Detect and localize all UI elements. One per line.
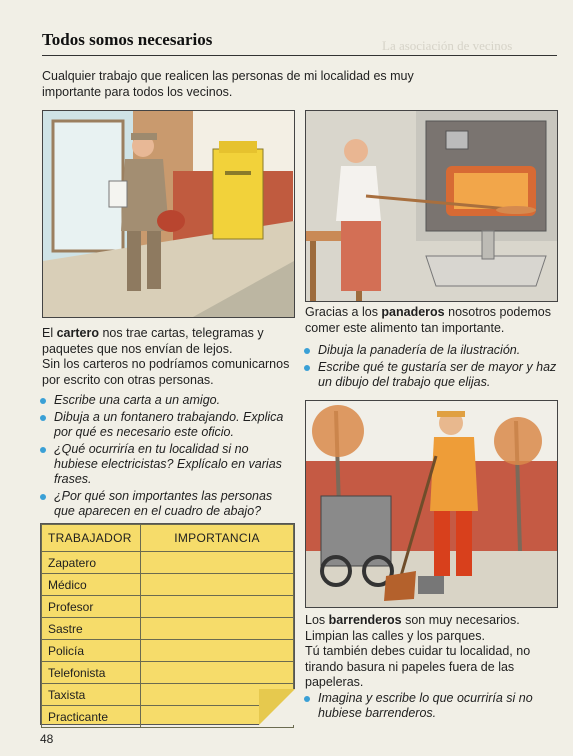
activities-panadero-list xyxy=(302,343,562,392)
importance-cell[interactable] xyxy=(141,618,294,640)
list-item xyxy=(302,343,562,358)
intro-text: Cualquier trabajo que realicen las personas de mi localidad es muy importante para todos los vecinos. xyxy=(42,69,414,99)
importance-cell[interactable] xyxy=(141,640,294,662)
cartero-text xyxy=(42,326,297,388)
page-title: Todos somos necesarios xyxy=(42,30,213,49)
list-item xyxy=(302,360,562,390)
column-header-importancia: IMPORTANCIA xyxy=(141,525,294,552)
page-number: 48 xyxy=(40,732,54,746)
table-header-row xyxy=(42,525,294,552)
bullet-icon xyxy=(304,696,310,702)
worker-table xyxy=(41,524,294,728)
activity-text: Escribe qué te gustaría ser de mayor y haz un dibujo del trabajo que elijas. xyxy=(318,360,557,389)
cartero-text-post: nos trae cartas, telegramas y paquetes que nos envían de lejos. xyxy=(42,326,264,356)
barrendero-text-pre: Los xyxy=(305,613,329,627)
worker-cell: Sastre xyxy=(42,618,141,640)
title-rule xyxy=(42,55,557,56)
barrendero-text-line3: Tú también debes cuidar tu localidad, no tirando basura ni papeles fuera de las papeleras. xyxy=(305,644,531,689)
worker-cell: Practicante xyxy=(42,706,141,728)
worker-table-card xyxy=(40,523,295,725)
worker-cell: Telefonista xyxy=(42,662,141,684)
table-row xyxy=(42,596,294,618)
activity-text: Dibuja la panadería de la ilustración. xyxy=(318,343,521,357)
activities-left-list xyxy=(38,393,293,521)
list-item xyxy=(38,489,293,519)
activity-text: ¿Por qué son importantes las personas que aparecen en el cuadro de abajo? xyxy=(54,489,273,518)
bullet-icon xyxy=(40,494,46,500)
list-item xyxy=(38,410,293,440)
importance-cell[interactable] xyxy=(141,596,294,618)
list-item xyxy=(38,442,293,487)
barrendero-text-post: son muy necesarios. xyxy=(401,613,520,627)
panadero-text-post: nosotros podemos comer este alimento tan importante. xyxy=(305,305,551,335)
activities-barrendero-list xyxy=(302,691,557,723)
activity-text: ¿Qué ocurriría en tu localidad si no hubiese electricistas? Explícalo en varias frases. xyxy=(54,442,282,486)
panadero-text-pre: Gracias a los xyxy=(305,305,382,319)
panadero-text xyxy=(305,305,567,336)
bullet-icon xyxy=(304,365,310,371)
bullet-icon xyxy=(40,398,46,404)
column-header-trabajador: TRABAJADOR xyxy=(42,525,141,552)
table-row xyxy=(42,574,294,596)
barrendero-text xyxy=(305,613,560,691)
cartero-bold: cartero xyxy=(56,326,99,340)
barrendero-illustration xyxy=(305,400,558,608)
importance-cell[interactable] xyxy=(141,552,294,574)
panadero-bold: panaderos xyxy=(381,305,445,319)
list-item xyxy=(38,393,293,408)
worker-cell: Médico xyxy=(42,574,141,596)
table-row xyxy=(42,684,294,706)
importance-cell[interactable] xyxy=(141,662,294,684)
worker-cell: Taxista xyxy=(42,684,141,706)
barrendero-text-line2: Limpian las calles y los parques. xyxy=(305,628,485,643)
bullet-icon xyxy=(40,415,46,421)
worker-cell: Profesor xyxy=(42,596,141,618)
importance-cell[interactable] xyxy=(141,574,294,596)
cartero-text-line2: Sin los carteros no podríamos comunicarnos por escrito con otras personas. xyxy=(42,357,290,387)
cartero-text-pre: El xyxy=(42,326,57,340)
table-row xyxy=(42,640,294,662)
worker-cell: Zapatero xyxy=(42,552,141,574)
barrendero-bold: barrenderos xyxy=(328,613,402,627)
bullet-icon xyxy=(40,447,46,453)
activity-text: Escribe una carta a un amigo. xyxy=(54,393,221,407)
panadero-illustration xyxy=(305,110,558,302)
table-row xyxy=(42,618,294,640)
activity-text: Imagina y escribe lo que ocurriría si no hubiese barrenderos. xyxy=(318,691,533,720)
cartero-illustration xyxy=(42,110,295,318)
table-row xyxy=(42,552,294,574)
list-item xyxy=(302,691,557,721)
table-row xyxy=(42,706,294,728)
activity-text: Dibuja a un fontanero trabajando. Explica por qué es necesario este oficio. xyxy=(54,410,284,439)
worker-cell: Policía xyxy=(42,640,141,662)
page-fold-corner xyxy=(259,689,295,725)
table-row xyxy=(42,662,294,684)
bullet-icon xyxy=(304,348,310,354)
